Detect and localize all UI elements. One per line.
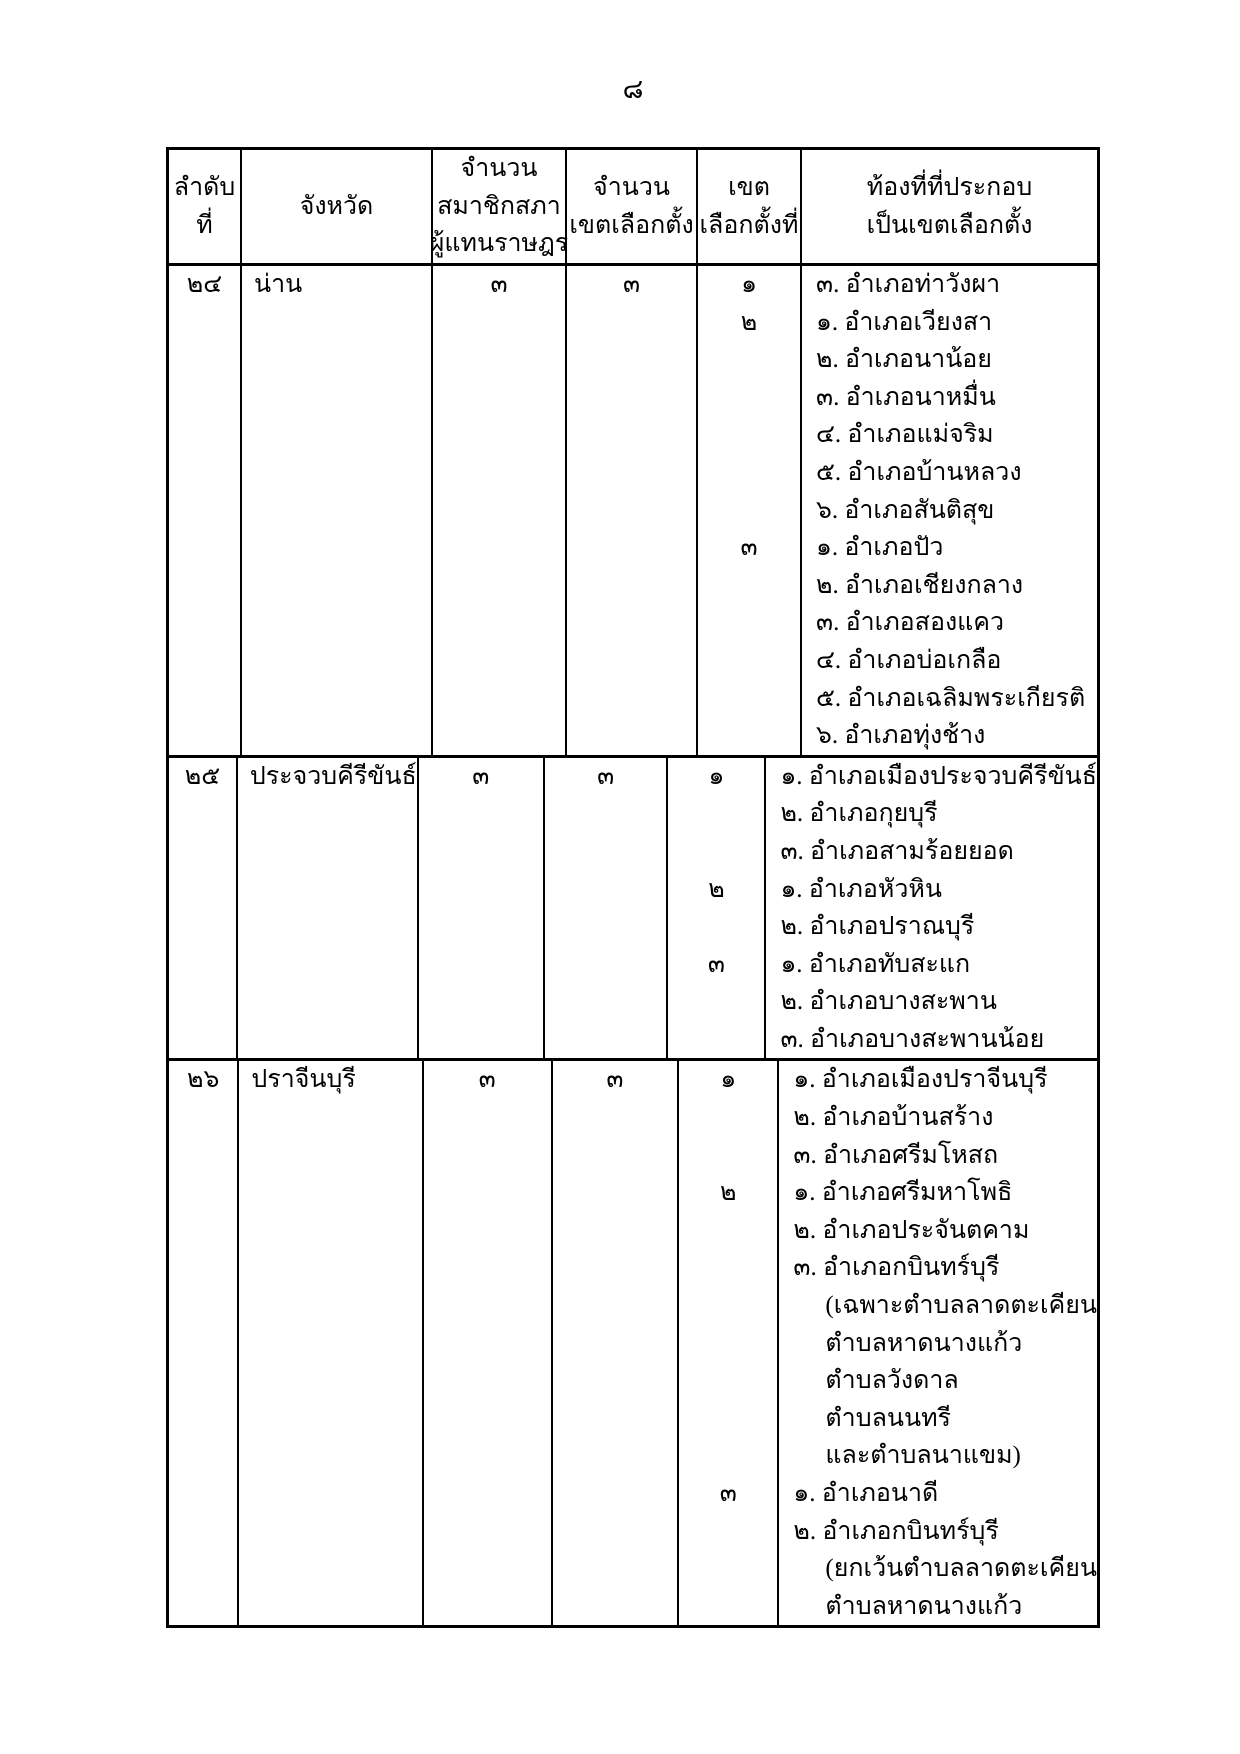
constituency-count-value: ๓ xyxy=(606,1066,624,1094)
area-line: ๑. อำเภอเมืองประจวบคีรีขันธ์ xyxy=(780,762,1098,790)
header-label: ลำดับ xyxy=(173,173,236,201)
constituency-number xyxy=(698,604,800,642)
header-cell-constituency-count xyxy=(567,150,698,263)
header-label: สมาชิกสภา xyxy=(437,192,561,220)
header-label: เลือกตั้งที่ xyxy=(699,211,799,239)
area-line: ๓. อำเภอกบินทร์บุรี xyxy=(793,1254,1000,1282)
area-line: ๓. อำเภอสามร้อยยอด xyxy=(780,837,1014,865)
constituency-number xyxy=(679,1400,777,1438)
table-row xyxy=(169,758,1097,1062)
header-label: เขตเลือกตั้ง xyxy=(569,211,694,239)
constituency-number: ๑ xyxy=(708,762,725,790)
area-line: ๑. อำเภอหัวหิน xyxy=(780,875,942,903)
constituency-number xyxy=(679,1137,777,1175)
constituency-number xyxy=(698,567,800,605)
area-line: ตำบลหาดนางแก้ว xyxy=(825,1329,1023,1357)
header-label: จำนวน xyxy=(460,155,538,183)
order-cell xyxy=(169,758,238,1059)
constituency-no-cell xyxy=(668,758,766,1059)
table-header-row xyxy=(169,150,1097,266)
header-label: ผู้แทนราษฎร xyxy=(429,230,569,258)
constituency-number xyxy=(679,1550,777,1588)
area-line: ๒. อำเภอกุยบุรี xyxy=(780,800,938,828)
constituency-count-cell xyxy=(545,758,668,1059)
area-line: ๖. อำเภอทุ่งช้าง xyxy=(816,722,986,750)
mp-count-value: ๓ xyxy=(478,1066,496,1094)
constituency-number xyxy=(698,492,800,530)
header-label: เขต xyxy=(728,173,770,201)
constituency-count-value: ๓ xyxy=(597,762,615,790)
header-cell-areas xyxy=(802,150,1097,263)
constituency-table xyxy=(166,147,1100,1628)
province-name: ประจวบคีรีขันธ์ xyxy=(249,762,417,790)
area-line: ๔. อำเภอแม่จริม xyxy=(816,421,994,449)
constituency-number: ๒ xyxy=(720,1179,737,1207)
province-name: น่าน xyxy=(254,271,303,298)
constituency-number xyxy=(668,908,764,946)
constituency-number xyxy=(698,680,800,718)
area-line: ตำบลหาดนางแก้ว xyxy=(825,1592,1023,1620)
mp-count-cell xyxy=(424,1061,553,1625)
area-line: ๒. อำเภอเชียงกลาง xyxy=(816,571,1024,599)
constituency-number: ๑ xyxy=(720,1066,737,1094)
order-cell xyxy=(169,1061,239,1625)
order-number: ๒๕ xyxy=(184,762,221,790)
constituency-count-value: ๓ xyxy=(622,271,641,298)
mp-count-value: ๓ xyxy=(490,271,508,298)
area-line: ๑. อำเภอปัว xyxy=(816,534,944,562)
area-line: ๒. อำเภอปราณบุรี xyxy=(780,913,975,941)
constituency-number xyxy=(698,717,800,755)
area-line: ๑. อำเภอศรีมหาโพธิ xyxy=(793,1179,1013,1207)
constituency-number xyxy=(698,642,800,680)
area-line: และตำบลนาแขม) xyxy=(825,1442,1021,1470)
area-line: ๒. อำเภอนาน้อย xyxy=(816,346,992,374)
area-line: ๒. อำเภอกบินทร์บุรี xyxy=(793,1517,999,1545)
header-cell-constituency-no xyxy=(698,150,802,263)
area-line: ๒. อำเภอบ้านสร้าง xyxy=(793,1104,994,1132)
constituency-number xyxy=(679,1437,777,1475)
constituency-number xyxy=(698,454,800,492)
constituency-number xyxy=(668,1021,764,1059)
area-line: ๒. อำเภอประจันตคาม xyxy=(793,1216,1030,1244)
constituency-number xyxy=(679,1513,777,1551)
header-label: ที่ xyxy=(196,211,213,239)
constituency-count-cell xyxy=(567,266,698,755)
area-line: ๑. อำเภอนาดี xyxy=(793,1480,939,1507)
constituency-number xyxy=(679,1249,777,1287)
constituency-number: ๒ xyxy=(708,875,725,903)
header-label: ท้องที่ที่ประกอบ xyxy=(866,173,1033,201)
province-name: ปราจีนบุรี xyxy=(251,1066,356,1094)
constituency-number xyxy=(679,1212,777,1250)
constituency-number xyxy=(668,795,764,833)
order-number: ๒๖ xyxy=(187,1066,220,1094)
constituency-number: ๓ xyxy=(740,534,758,562)
constituency-number xyxy=(679,1099,777,1137)
header-label: จำนวน xyxy=(593,173,670,201)
area-line: ๑. อำเภอเวียงสา xyxy=(816,308,993,336)
constituency-number: ๒ xyxy=(740,308,758,336)
constituency-number xyxy=(679,1362,777,1400)
constituency-number xyxy=(698,341,800,379)
mp-count-cell xyxy=(433,266,567,755)
area-line: ๒. อำเภอบางสะพาน xyxy=(780,988,997,1016)
constituency-number xyxy=(668,983,764,1021)
constituency-count-cell xyxy=(553,1061,679,1625)
order-number: ๒๔ xyxy=(186,271,223,298)
constituency-no-cell xyxy=(698,266,802,755)
area-line: ๑. อำเภอทับสะแก xyxy=(780,950,971,978)
header-label: จังหวัด xyxy=(299,192,374,220)
area-line: ๕. อำเภอเฉลิมพระเกียรติ xyxy=(816,684,1086,712)
constituency-no-cell xyxy=(679,1061,779,1625)
areas-cell xyxy=(766,758,1097,1059)
area-line: ๔. อำเภอบ่อเกลือ xyxy=(816,646,1002,674)
constituency-number xyxy=(698,416,800,454)
area-line: ๓. อำเภอท่าวังผา xyxy=(816,271,1001,298)
constituency-number xyxy=(679,1287,777,1325)
constituency-number xyxy=(679,1325,777,1363)
areas-cell xyxy=(802,266,1097,755)
area-line: ตำบลวังดาล xyxy=(825,1367,959,1395)
header-cell-province xyxy=(242,150,433,263)
constituency-number: ๑ xyxy=(741,271,757,298)
constituency-number: ๓ xyxy=(719,1480,737,1507)
area-line: ๓. อำเภอนาหมื่น xyxy=(816,383,996,411)
header-label: เป็นเขตเลือกตั้ง xyxy=(866,211,1033,239)
constituency-number: ๓ xyxy=(707,950,725,978)
table-row xyxy=(169,1061,1097,1625)
province-cell xyxy=(242,266,433,755)
area-line: (เฉพาะตำบลลาดตะเคียน xyxy=(825,1292,1097,1320)
province-cell xyxy=(239,1061,423,1625)
area-line: ตำบลนนทรี xyxy=(825,1404,951,1432)
mp-count-value: ๓ xyxy=(472,762,490,790)
area-line: ๓. อำเภอบางสะพานน้อย xyxy=(780,1025,1045,1053)
header-cell-mp-count xyxy=(429,150,569,263)
area-line: ๓. อำเภอศรีมโหสถ xyxy=(793,1141,999,1169)
constituency-number xyxy=(679,1588,777,1626)
area-line: ๓. อำเภอสองแคว xyxy=(816,609,1005,637)
area-line: (ยกเว้นตำบลลาดตะเคียน xyxy=(825,1555,1097,1583)
page-number: ๘ xyxy=(622,74,644,104)
area-line: ๕. อำเภอบ้านหลวง xyxy=(816,458,1022,486)
area-line: ๑. อำเภอเมืองปราจีนบุรี xyxy=(793,1066,1048,1094)
table-row xyxy=(169,266,1097,758)
constituency-number xyxy=(698,379,800,417)
constituency-number xyxy=(668,833,764,871)
province-cell xyxy=(238,758,419,1059)
mp-count-cell xyxy=(419,758,545,1059)
header-cell-order xyxy=(169,150,242,263)
area-line: ๖. อำเภอสันติสุข xyxy=(816,496,995,524)
order-cell xyxy=(169,266,242,755)
areas-cell xyxy=(779,1061,1097,1625)
